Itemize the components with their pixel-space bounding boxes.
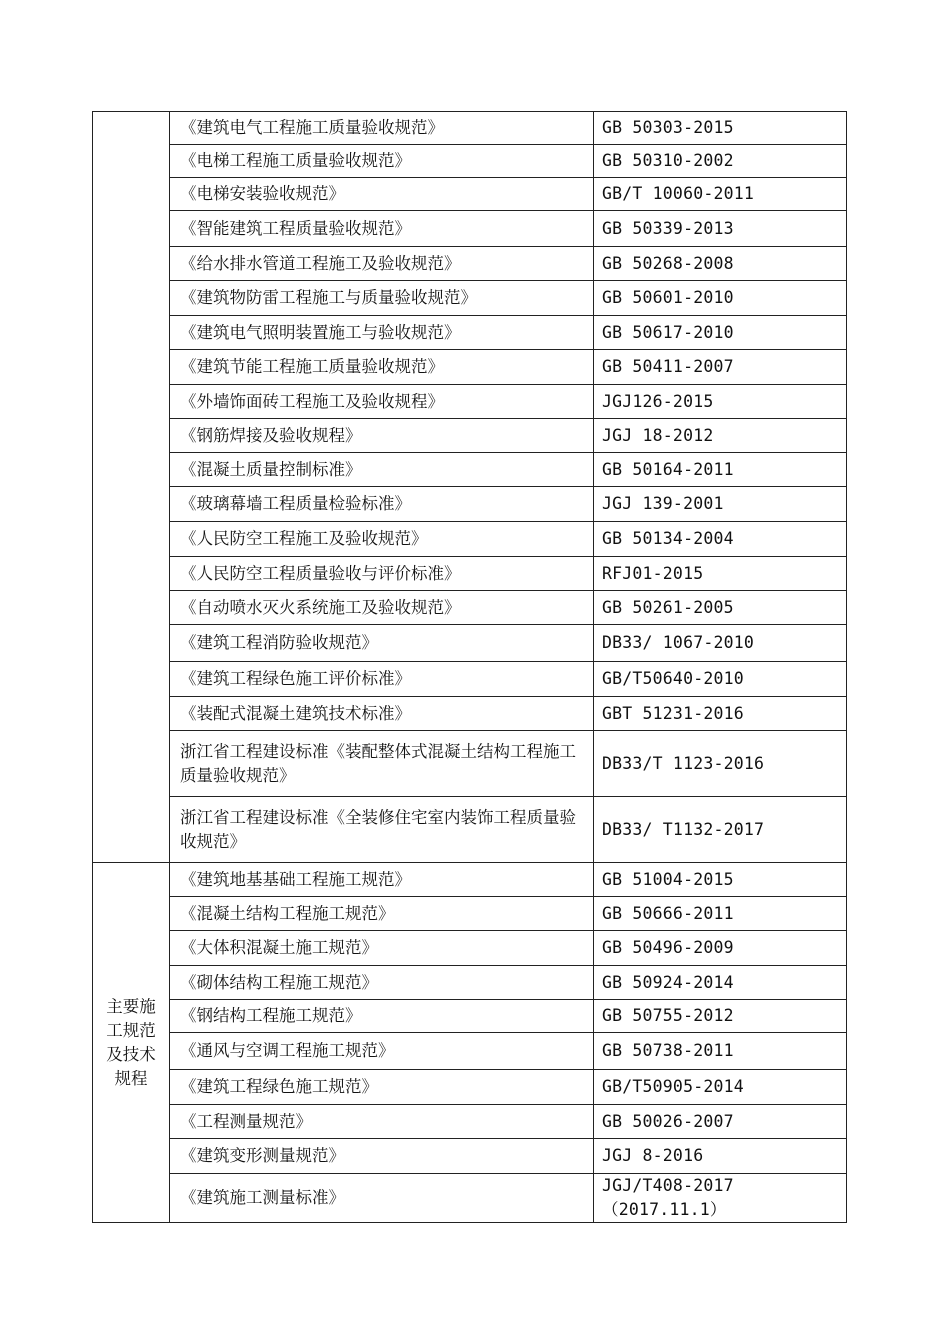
section-1 [93, 112, 847, 863]
standard-code: GBT 51231-2016 [594, 697, 847, 731]
table-row [93, 1174, 847, 1223]
standard-name: 《电梯工程施工质量验收规范》 [170, 145, 594, 178]
category-cell [93, 863, 170, 1223]
table-row [93, 697, 847, 731]
table-row [93, 931, 847, 966]
table-row [93, 211, 847, 247]
standard-name: 《通风与空调工程施工规范》 [170, 1033, 594, 1070]
table-row [93, 797, 847, 863]
standard-code: GB 50738-2011 [594, 1033, 847, 1070]
table-row [93, 419, 847, 453]
standard-code: GB 50339-2013 [594, 211, 847, 247]
table-row [93, 522, 847, 557]
standard-name: 《混凝土质量控制标准》 [170, 453, 594, 487]
table-row [93, 1070, 847, 1105]
standard-name: 《建筑工程消防验收规范》 [170, 625, 594, 662]
standard-code: GB/T50640-2010 [594, 662, 847, 697]
table-row [93, 662, 847, 697]
standard-name: 浙江省工程建设标准《装配整体式混凝土结构工程施工质量验收规范》 [170, 731, 594, 797]
table-row [93, 731, 847, 797]
standard-name: 《建筑电气工程施工质量验收规范》 [170, 112, 594, 145]
table-row [93, 557, 847, 591]
table-row [93, 1105, 847, 1139]
standard-code: DB33/ T1132-2017 [594, 797, 847, 863]
standard-code: GB 50666-2011 [594, 897, 847, 931]
standard-code: JGJ 18-2012 [594, 419, 847, 453]
standard-name: 《工程测量规范》 [170, 1105, 594, 1139]
standard-code: GB 50261-2005 [594, 591, 847, 625]
standard-name: 《建筑变形测量规范》 [170, 1139, 594, 1174]
table-row [93, 1000, 847, 1033]
standard-code: GB 50310-2002 [594, 145, 847, 178]
category-cell [93, 112, 170, 863]
standard-name: 《人民防空工程施工及验收规范》 [170, 522, 594, 557]
section-2 [93, 863, 847, 1223]
standard-name: 《智能建筑工程质量验收规范》 [170, 211, 594, 247]
table-row [93, 863, 847, 897]
standard-name: 《砌体结构工程施工规范》 [170, 966, 594, 1000]
standard-code: JGJ 8-2016 [594, 1139, 847, 1174]
standard-code: GB/T50905-2014 [594, 1070, 847, 1105]
standard-code: GB 50134-2004 [594, 522, 847, 557]
standard-name: 浙江省工程建设标准《全装修住宅室内装饰工程质量验收规范》 [170, 797, 594, 863]
standard-name: 《电梯安装验收规范》 [170, 178, 594, 211]
standard-code: GB 50601-2010 [594, 281, 847, 316]
standard-name: 《建筑工程绿色施工评价标准》 [170, 662, 594, 697]
standard-name: 《玻璃幕墙工程质量检验标准》 [170, 487, 594, 522]
standard-name: 《建筑电气照明装置施工与验收规范》 [170, 316, 594, 350]
standard-code: RFJ01-2015 [594, 557, 847, 591]
standard-code: GB 50303-2015 [594, 112, 847, 145]
standard-name: 《建筑施工测量标准》 [170, 1174, 594, 1223]
standards-table [92, 111, 847, 1223]
standard-name: 《自动喷水灭火系统施工及验收规范》 [170, 591, 594, 625]
table-row [93, 247, 847, 281]
table-row [93, 178, 847, 211]
standard-code: GB 50924-2014 [594, 966, 847, 1000]
table-row [93, 453, 847, 487]
table-row [93, 1139, 847, 1174]
standard-name: 《建筑工程绿色施工规范》 [170, 1070, 594, 1105]
standard-name: 《钢筋焊接及验收规程》 [170, 419, 594, 453]
table-row [93, 316, 847, 350]
standard-code: GB 51004-2015 [594, 863, 847, 897]
standard-name: 《装配式混凝土建筑技术标准》 [170, 697, 594, 731]
standard-code: DB33/T 1123-2016 [594, 731, 847, 797]
standard-name: 《给水排水管道工程施工及验收规范》 [170, 247, 594, 281]
standard-name: 《建筑节能工程施工质量验收规范》 [170, 350, 594, 385]
table-row [93, 1033, 847, 1070]
standard-name: 《建筑地基基础工程施工规范》 [170, 863, 594, 897]
standard-name: 《混凝土结构工程施工规范》 [170, 897, 594, 931]
table-row [93, 591, 847, 625]
table-row [93, 281, 847, 316]
standard-code: GB 50617-2010 [594, 316, 847, 350]
standard-code: JGJ 139-2001 [594, 487, 847, 522]
table-row [93, 385, 847, 419]
table-row [93, 350, 847, 385]
standard-code: GB 50268-2008 [594, 247, 847, 281]
standard-code: GB 50496-2009 [594, 931, 847, 966]
standard-code: JGJ/T408-2017（2017.11.1） [594, 1174, 847, 1223]
standard-code: GB 50755-2012 [594, 1000, 847, 1033]
standard-name: 《钢结构工程施工规范》 [170, 1000, 594, 1033]
table-row [93, 625, 847, 662]
table-row [93, 145, 847, 178]
standard-code: JGJ126-2015 [594, 385, 847, 419]
table-row [93, 966, 847, 1000]
standard-name: 《人民防空工程质量验收与评价标准》 [170, 557, 594, 591]
table-row [93, 487, 847, 522]
standard-name: 《大体积混凝土施工规范》 [170, 931, 594, 966]
standard-code: GB/T 10060-2011 [594, 178, 847, 211]
standard-name: 《外墙饰面砖工程施工及验收规程》 [170, 385, 594, 419]
category-label: 主要施工规范及技术规程 [106, 996, 156, 1088]
table-row [93, 897, 847, 931]
standard-code: GB 50411-2007 [594, 350, 847, 385]
table-row [93, 112, 847, 145]
standard-code: DB33/ 1067-2010 [594, 625, 847, 662]
standard-code: GB 50164-2011 [594, 453, 847, 487]
standard-code: GB 50026-2007 [594, 1105, 847, 1139]
standard-name: 《建筑物防雷工程施工与质量验收规范》 [170, 281, 594, 316]
